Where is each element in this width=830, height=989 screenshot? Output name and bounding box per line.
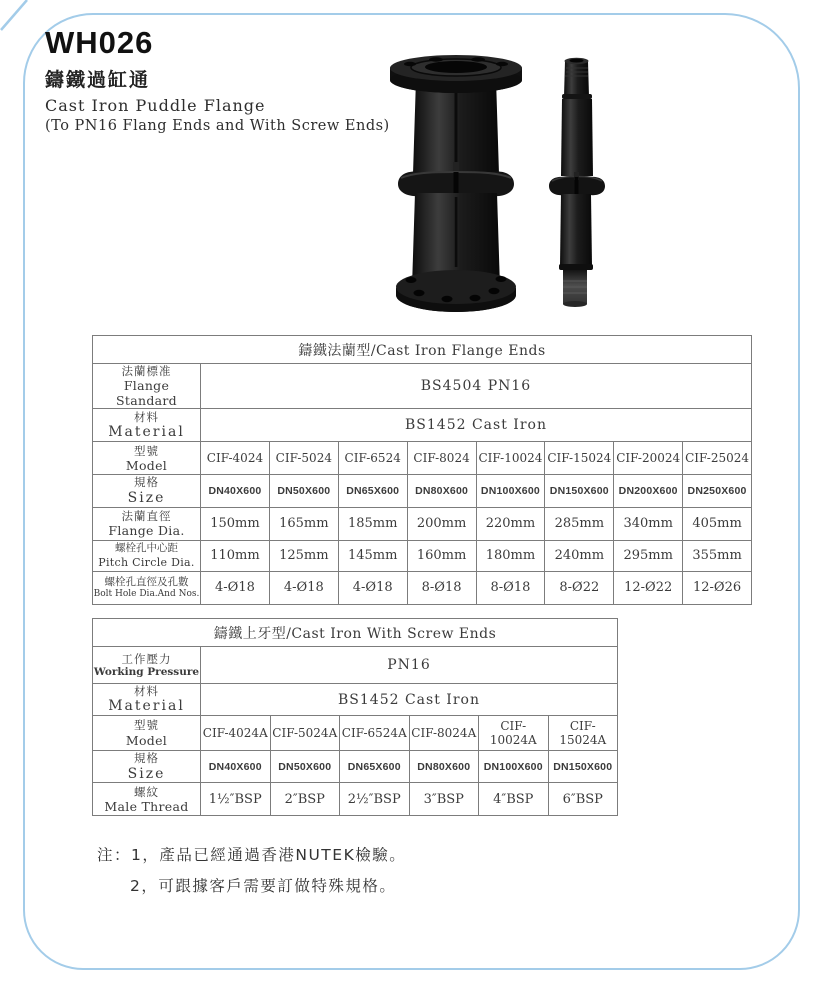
flange-standard-label-zh: 法蘭標准 [121,364,172,378]
size2-cell: DN80X600 [409,751,479,783]
model2-cell: CIF-8024A [409,716,479,751]
flange-dia-label-en: Flange Dia. [108,523,185,539]
pitch-circle-cell: 295mm [614,540,683,571]
thread-label-zh: 螺紋 [134,784,159,799]
pitch-circle-label [93,540,201,571]
working-pressure-label-zh: 工作壓力 [121,651,172,666]
pitch-circle-label-zh: 螺栓孔中心距 [115,542,178,555]
material2-value: BS1452 Cast Iron [201,684,618,716]
bolt-hole-cell: 12-Ø22 [614,571,683,604]
pitch-circle-cell: 180mm [476,540,545,571]
material-label-zh: 材料 [134,409,159,424]
pitch-circle-cell: 145mm [338,540,407,571]
bolt-hole-cell: 4-Ø18 [201,571,270,604]
thread-row [93,783,618,816]
product-photo [368,45,652,317]
bolt-hole-cell: 12-Ø26 [683,571,752,604]
model2-label [93,716,201,751]
pitch-circle-cell: 240mm [545,540,614,571]
flange-dia-label [93,507,201,540]
material2-label-en: Material [108,698,185,715]
pitch-circle-cell: 110mm [201,540,270,571]
screw-collar [549,172,605,195]
model-cell: CIF-10024 [476,442,545,475]
model-cell: CIF-5024 [269,442,338,475]
bolt-hole-label [93,571,201,604]
size-label-zh: 規格 [134,475,159,490]
material-value: BS1452 Cast Iron [201,409,752,442]
model2-cell: CIF-10024A [479,716,549,751]
bottom-flange [396,270,516,312]
model2-row [93,716,618,751]
thread-cell: 4″BSP [479,783,549,816]
working-pressure-label [93,647,201,684]
model-cell: CIF-8024 [407,442,476,475]
size-cell: DN100X600 [476,475,545,507]
thread-cell: 2½″BSP [340,783,410,816]
model2-label-zh: 型號 [134,718,159,733]
size-cell: DN50X600 [269,475,338,507]
size2-cell: DN50X600 [270,751,340,783]
thread-cell: 2″BSP [270,783,340,816]
notes-block [97,843,406,896]
title-chinese: 鑄鐵過缸通 [45,69,151,92]
flange-dia-cell: 405mm [683,507,752,540]
model-cell: CIF-15024 [545,442,614,475]
flange-dia-cell: 340mm [614,507,683,540]
material-label [93,409,201,442]
bolt-hole-cell: 4-Ø18 [338,571,407,604]
model2-cell: CIF-4024A [201,716,271,751]
working-pressure-value: PN16 [201,647,618,684]
barrel-rib [455,85,458,173]
working-pressure-label-en: Working Pressure [93,665,200,678]
flange-dia-cell: 185mm [338,507,407,540]
flange-ends-table [92,335,752,605]
size-label-en: Size [127,489,166,506]
material2-label-zh: 材料 [134,684,159,698]
bolt-hole-row [93,571,752,604]
pitch-circle-label-en: Pitch Circle Dia. [98,555,195,569]
thread-label [93,783,201,816]
product-code: WH026 [45,25,154,60]
model-label-en: Model [125,458,168,474]
model2-label-en: Model [125,732,168,748]
model2-cell: CIF-15024A [548,716,618,751]
flange-standard-value: BS4504 PN16 [201,364,752,409]
size2-label-en: Size [127,765,166,782]
size2-row [93,751,618,783]
size-cell: DN80X600 [407,475,476,507]
model-label [93,442,201,475]
note-line-2: 2，可跟據客戶需要訂做特殊規格。 [130,877,397,895]
size2-label-zh: 規格 [134,751,159,766]
size2-label [93,751,201,783]
bolt-hole-cell: 8-Ø18 [476,571,545,604]
thread-cell: 6″BSP [548,783,618,816]
material2-label [93,684,201,716]
size2-cell: DN150X600 [548,751,618,783]
bolt-hole-cell: 4-Ø18 [269,571,338,604]
screw-ends-table [92,618,618,816]
thread-cell: 1½″BSP [201,783,271,816]
title-english: Cast Iron Puddle Flange [45,96,266,116]
size2-cell: DN100X600 [479,751,549,783]
size2-cell: DN65X600 [340,751,410,783]
size-row [93,475,752,507]
flange-standard-label-en: Flange Standard [116,378,177,409]
material-label-en: Material [108,424,185,441]
bolt-hole-cell: 8-Ø22 [545,571,614,604]
model2-cell: CIF-6524A [340,716,410,751]
pitch-circle-row [93,540,752,571]
bolt-hole-label-zh: 螺栓孔直徑及孔數 [104,575,189,588]
flange-dia-cell: 220mm [476,507,545,540]
model-row [93,442,752,475]
model-cell: CIF-20024 [614,442,683,475]
photo-screw-ends-product [549,58,605,307]
note-line-1: 注：1，產品已經通過香港NUTEK檢驗。 [97,846,407,864]
bolt-hole-label-en: Bolt Hole Dia.And Nos. [93,588,200,599]
flange-standard-label [93,364,201,409]
photo-flange-ends-product [390,55,522,312]
model-cell: CIF-4024 [201,442,270,475]
size-cell: DN200X600 [614,475,683,507]
flange-dia-row [93,507,752,540]
top-flange [390,55,522,93]
model-cell: CIF-25024 [683,442,752,475]
flange-table-title: 鑄鐵法蘭型/Cast Iron Flange Ends [93,336,752,364]
model2-cell: CIF-5024A [270,716,340,751]
threaded-tip [563,270,587,307]
size-cell: DN150X600 [545,475,614,507]
pitch-circle-cell: 125mm [269,540,338,571]
flange-dia-cell: 200mm [407,507,476,540]
flange-dia-cell: 285mm [545,507,614,540]
screw-table-title: 鑄鐵上牙型/Cast Iron With Screw Ends [93,619,618,647]
pitch-circle-cell: 160mm [407,540,476,571]
model-cell: CIF-6524 [338,442,407,475]
pitch-circle-cell: 355mm [683,540,752,571]
size-cell: DN250X600 [683,475,752,507]
size-cell: DN65X600 [338,475,407,507]
thread-cell: 3″BSP [409,783,479,816]
flange-dia-label-zh: 法蘭直徑 [121,508,172,523]
size-label [93,475,201,507]
size2-cell: DN40X600 [201,751,271,783]
model-label-zh: 型號 [134,443,159,458]
title-subtitle: (To PN16 Flang Ends and With Screw Ends) [45,118,390,135]
flange-dia-cell: 150mm [201,507,270,540]
thread-label-en: Male Thread [104,799,189,815]
bolt-hole-cell: 8-Ø18 [407,571,476,604]
flange-dia-cell: 165mm [269,507,338,540]
corner-cut-line [0,0,40,40]
size-cell: DN40X600 [201,475,270,507]
